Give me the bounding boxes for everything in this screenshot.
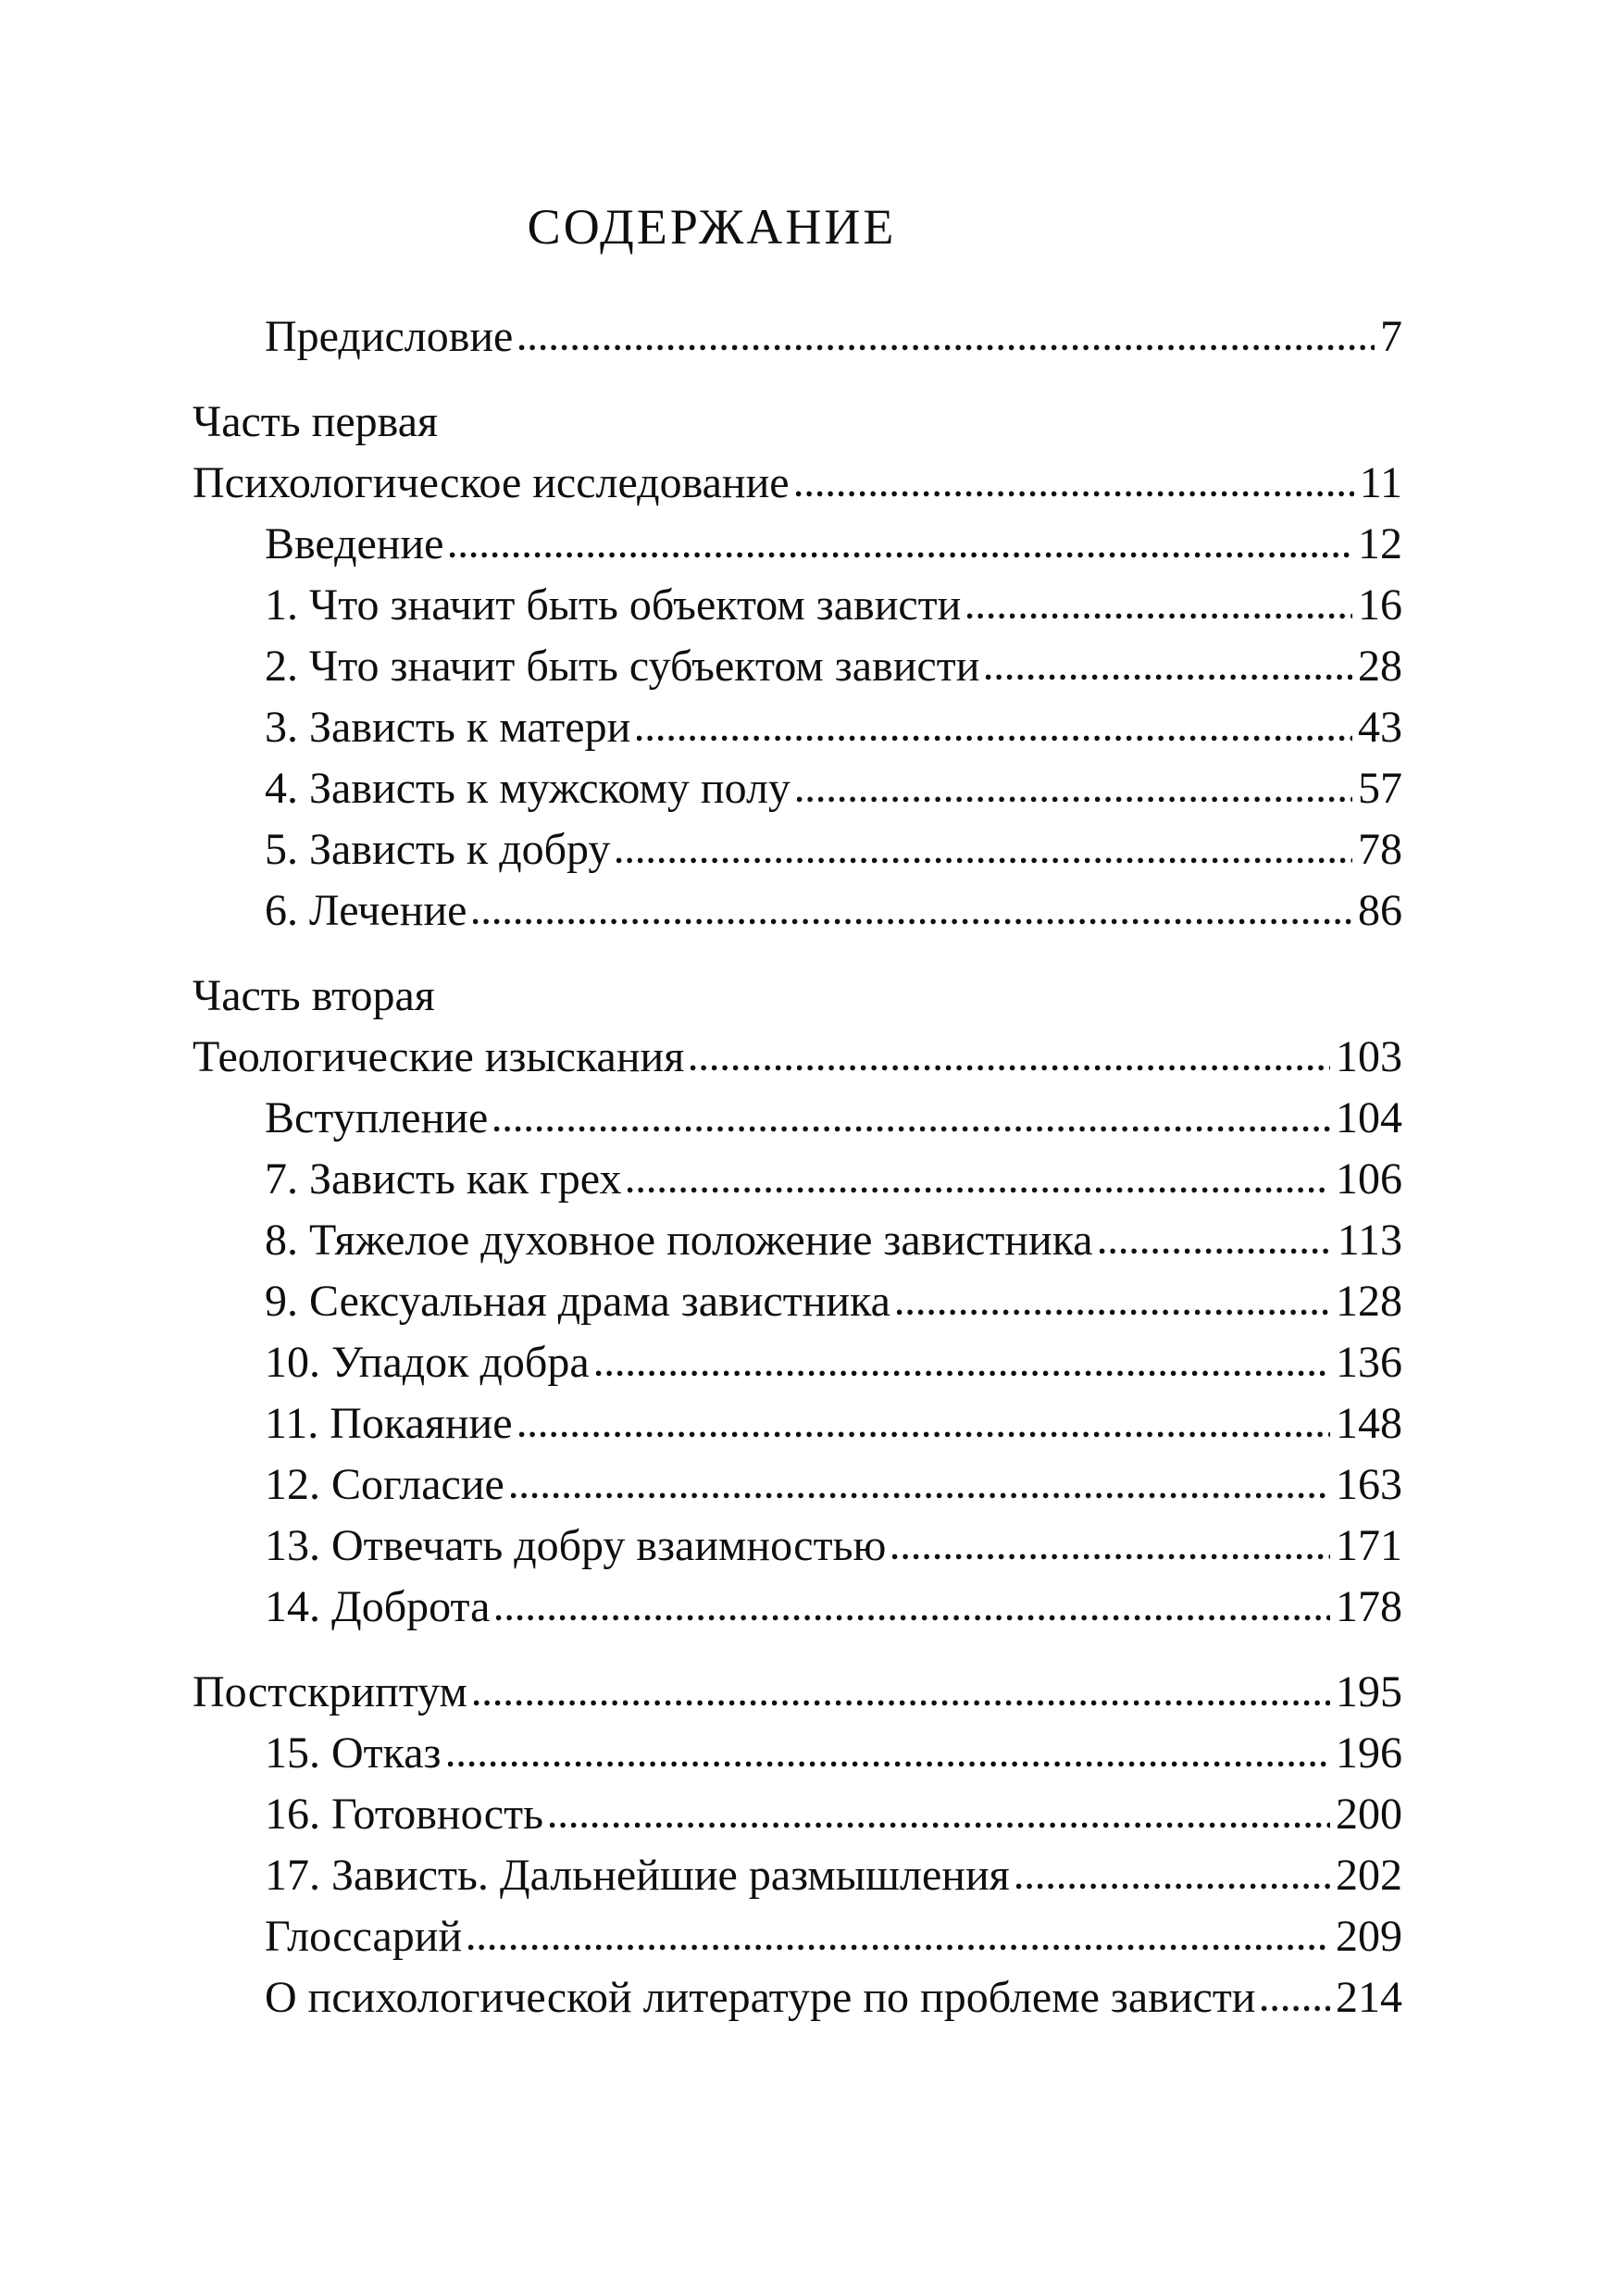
toc-entry-page: 57 <box>1358 764 1402 814</box>
toc-entry-label: Психологическое исследование <box>193 458 790 508</box>
page-title: СОДЕРЖАНИЕ <box>527 199 897 255</box>
dot-leader <box>1262 2005 1330 2012</box>
toc-entry-label: О психологической литературе по проблеме зависти <box>265 1973 1256 2023</box>
dot-leader <box>616 857 1352 864</box>
dot-leader <box>986 674 1352 680</box>
toc-entry-label: 7. Зависть как грех <box>265 1154 622 1204</box>
toc-entry-page: 11 <box>1359 458 1402 508</box>
toc-entry-label: 6. Лечение <box>265 886 467 936</box>
toc-entry-page: 106 <box>1336 1154 1402 1204</box>
toc-entry-label: 15. Отказ <box>265 1728 442 1778</box>
toc-entry-label: 16. Готовность <box>265 1790 543 1840</box>
toc-entry-label: 1. Что значит быть объектом зависти <box>265 580 962 630</box>
toc-entry-page: 7 <box>1380 312 1402 362</box>
toc-entry-label: 11. Покаяние <box>265 1399 513 1449</box>
toc-entry-page: 28 <box>1358 642 1402 692</box>
toc-entry-page: 171 <box>1336 1521 1402 1571</box>
toc-entry-page: 103 <box>1336 1032 1402 1082</box>
toc-entry <box>193 1967 1402 2028</box>
toc-entry-label: 5. Зависть к добру <box>265 825 611 875</box>
dot-leader <box>967 613 1352 619</box>
toc-entry-label: Часть первая <box>193 397 439 447</box>
toc-entry-page: 43 <box>1358 703 1402 753</box>
dot-leader <box>550 1822 1330 1828</box>
toc-entry-label: 14. Доброта <box>265 1582 491 1632</box>
toc-entry <box>193 758 1402 819</box>
dot-leader <box>511 1492 1330 1499</box>
toc-entry-page: 195 <box>1336 1667 1402 1717</box>
toc-entry-page: 128 <box>1336 1277 1402 1327</box>
toc-entry <box>193 514 1402 575</box>
toc-entry-label: Глоссарий <box>265 1912 463 1962</box>
toc-entry-label: 9. Сексуальная драма завистника <box>265 1277 890 1327</box>
dot-leader <box>474 1700 1330 1706</box>
toc-entry <box>193 1845 1402 1906</box>
toc-entry <box>193 1454 1402 1516</box>
toc-entry-label: Введение <box>265 519 444 569</box>
toc-entry-label: 8. Тяжелое духовное положение завистника <box>265 1216 1093 1266</box>
toc-entry <box>193 697 1402 758</box>
dot-leader <box>494 1126 1330 1132</box>
dot-leader <box>450 552 1352 558</box>
toc-entry-page: 78 <box>1358 825 1402 875</box>
toc-entry-page: 202 <box>1336 1851 1402 1901</box>
toc-entry-label: 3. Зависть к матери <box>265 703 631 753</box>
toc-entry-label: 12. Согласие <box>265 1460 504 1510</box>
toc-entry <box>193 306 1402 368</box>
toc-entry <box>193 1271 1402 1332</box>
toc-entry-page: 178 <box>1336 1582 1402 1632</box>
toc-entry <box>193 1662 1402 1723</box>
dot-leader <box>637 735 1352 742</box>
toc-entry <box>193 1723 1402 1784</box>
toc-entry <box>193 392 1402 453</box>
toc-entry-label: Теологические изыскания <box>193 1032 685 1082</box>
toc-entry <box>193 966 1402 1027</box>
dot-leader <box>519 1431 1330 1438</box>
toc-entry-page: 196 <box>1336 1728 1402 1778</box>
dot-leader <box>691 1065 1330 1071</box>
dot-leader <box>1016 1883 1330 1890</box>
toc-entry <box>193 1516 1402 1577</box>
toc-entry-label: 2. Что значит быть субъектом зависти <box>265 642 980 692</box>
toc-entry-page: 113 <box>1337 1216 1402 1266</box>
toc-entry-page: 214 <box>1336 1973 1402 2023</box>
toc-entry-page: 104 <box>1336 1093 1402 1143</box>
toc-entry-label: Постскриптум <box>193 1667 467 1717</box>
dot-leader <box>1100 1248 1332 1254</box>
dot-leader <box>897 1309 1330 1316</box>
toc-entry <box>193 1210 1402 1271</box>
toc-list <box>193 306 1402 2028</box>
dot-leader <box>519 344 1375 351</box>
toc-entry <box>193 1027 1402 1088</box>
toc-entry-label: Предисловие <box>265 312 514 362</box>
toc-entry-label: Часть вторая <box>193 971 435 1021</box>
toc-entry-page: 16 <box>1358 580 1402 630</box>
toc-entry <box>193 575 1402 636</box>
dot-leader <box>473 918 1352 925</box>
toc-entry-label: 17. Зависть. Дальнейшие размышления <box>265 1851 1010 1901</box>
dot-leader <box>448 1761 1331 1767</box>
toc-entry <box>193 1088 1402 1149</box>
title-wrap <box>193 200 1231 255</box>
toc-entry <box>193 1393 1402 1454</box>
toc-entry-page: 136 <box>1336 1338 1402 1388</box>
dot-leader <box>628 1187 1330 1193</box>
toc-entry-page: 200 <box>1336 1790 1402 1840</box>
toc-entry-page: 148 <box>1336 1399 1402 1449</box>
toc-entry-page: 12 <box>1358 519 1402 569</box>
toc-entry-label: 4. Зависть к мужскому полу <box>265 764 790 814</box>
toc-entry <box>193 1577 1402 1638</box>
dot-leader <box>596 1370 1330 1377</box>
dot-leader <box>468 1944 1330 1951</box>
toc-entry <box>193 453 1402 514</box>
dot-leader <box>797 796 1352 803</box>
toc-entry <box>193 1784 1402 1845</box>
toc-entry <box>193 880 1402 942</box>
dot-leader <box>796 491 1354 497</box>
toc-entry <box>193 636 1402 697</box>
dot-leader <box>496 1615 1330 1621</box>
toc-entry-page: 209 <box>1336 1912 1402 1962</box>
toc-entry <box>193 1906 1402 1967</box>
toc-entry-label: 10. Упадок добра <box>265 1338 590 1388</box>
toc-entry-page: 86 <box>1358 886 1402 936</box>
toc-entry <box>193 819 1402 880</box>
toc-entry-label: Вступление <box>265 1093 489 1143</box>
toc-entry-label: 13. Отвечать добру взаимностью <box>265 1521 887 1571</box>
toc-entry <box>193 1149 1402 1210</box>
toc-entry <box>193 1332 1402 1393</box>
dot-leader <box>892 1554 1330 1560</box>
toc-entry-page: 163 <box>1336 1460 1402 1510</box>
